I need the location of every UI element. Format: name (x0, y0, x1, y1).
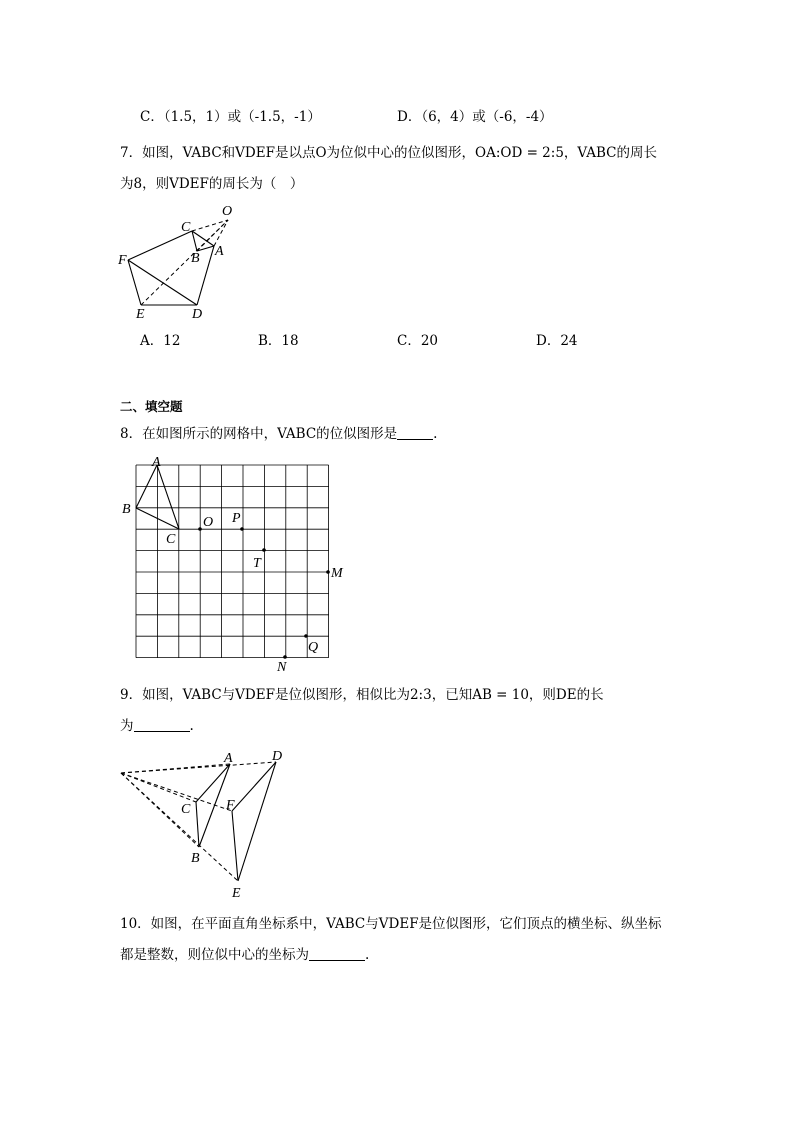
q8-stem-text: 8．在如图所示的网格中，VABC的位似图形是 (120, 426, 398, 442)
q9-label-c: C (181, 802, 191, 817)
q10-stem-line2 (120, 946, 369, 964)
q7-label-d: D (192, 307, 203, 322)
section-heading: 二、填空题 (120, 399, 183, 414)
q10-stem-text: 都是整数，则位似中心的坐标为 (120, 947, 309, 963)
q9-stem-prefix: 为 (120, 718, 134, 734)
q8-label-o: O (203, 515, 214, 530)
q9-label-e: E (232, 886, 241, 901)
q7-option-a: A．12 (140, 333, 181, 349)
q7-label-b: B (191, 251, 200, 266)
q7-option-b: B．18 (258, 333, 299, 349)
q8-label-p: P (232, 511, 241, 526)
q10-stem-end: . (365, 947, 370, 963)
q6-option-c: C．（1.5，1）或（-1.5，-1） (140, 109, 321, 125)
q7-label-c: C (181, 220, 191, 235)
q8-label-a: A (152, 455, 161, 470)
q6-option-d: D．（6，4）或（-6，-4） (397, 109, 553, 125)
q7-label-f: F (118, 253, 127, 268)
q8-label-q: Q (308, 640, 319, 655)
q8-label-m: M (331, 566, 343, 581)
q9-label-f: F (226, 798, 235, 813)
q8-label-b: B (122, 502, 131, 517)
q7-label-e: E (136, 307, 145, 322)
q7-stem-line1: 7．如图，VABC和VDEF是以点O为位似中心的位似图形，OA:OD = 2:5，VABC的周长 (120, 145, 657, 161)
q10-stem-line1: 10．如图，在平面直角坐标系中，VABC与VDEF是位似图形，它们顶点的横坐标、纵坐标 (120, 916, 662, 932)
q9-label-a: A (224, 751, 233, 766)
q9-stem-end: . (189, 718, 194, 734)
q9-label-b: B (191, 851, 200, 866)
q8-label-t: T (253, 556, 261, 571)
q7-stem-line2: 为8，则VDEF的周长为（ ） (120, 176, 304, 192)
q7-option-c: C．20 (397, 333, 439, 349)
q7-option-d: D．24 (536, 333, 578, 349)
q8-stem-end: . (433, 426, 438, 442)
q7-label-a: A (215, 244, 224, 259)
q9-stem-line1: 9．如图，VABC与VDEF是位似图形，相似比为2:3，已知AB = 10，则DE的长 (120, 687, 604, 703)
q10-answer-blank[interactable] (309, 946, 365, 961)
q8-label-c: C (166, 532, 176, 547)
q7-label-o: O (222, 204, 233, 219)
q9-label-d: D (272, 749, 283, 764)
q8-label-n: N (277, 660, 287, 675)
